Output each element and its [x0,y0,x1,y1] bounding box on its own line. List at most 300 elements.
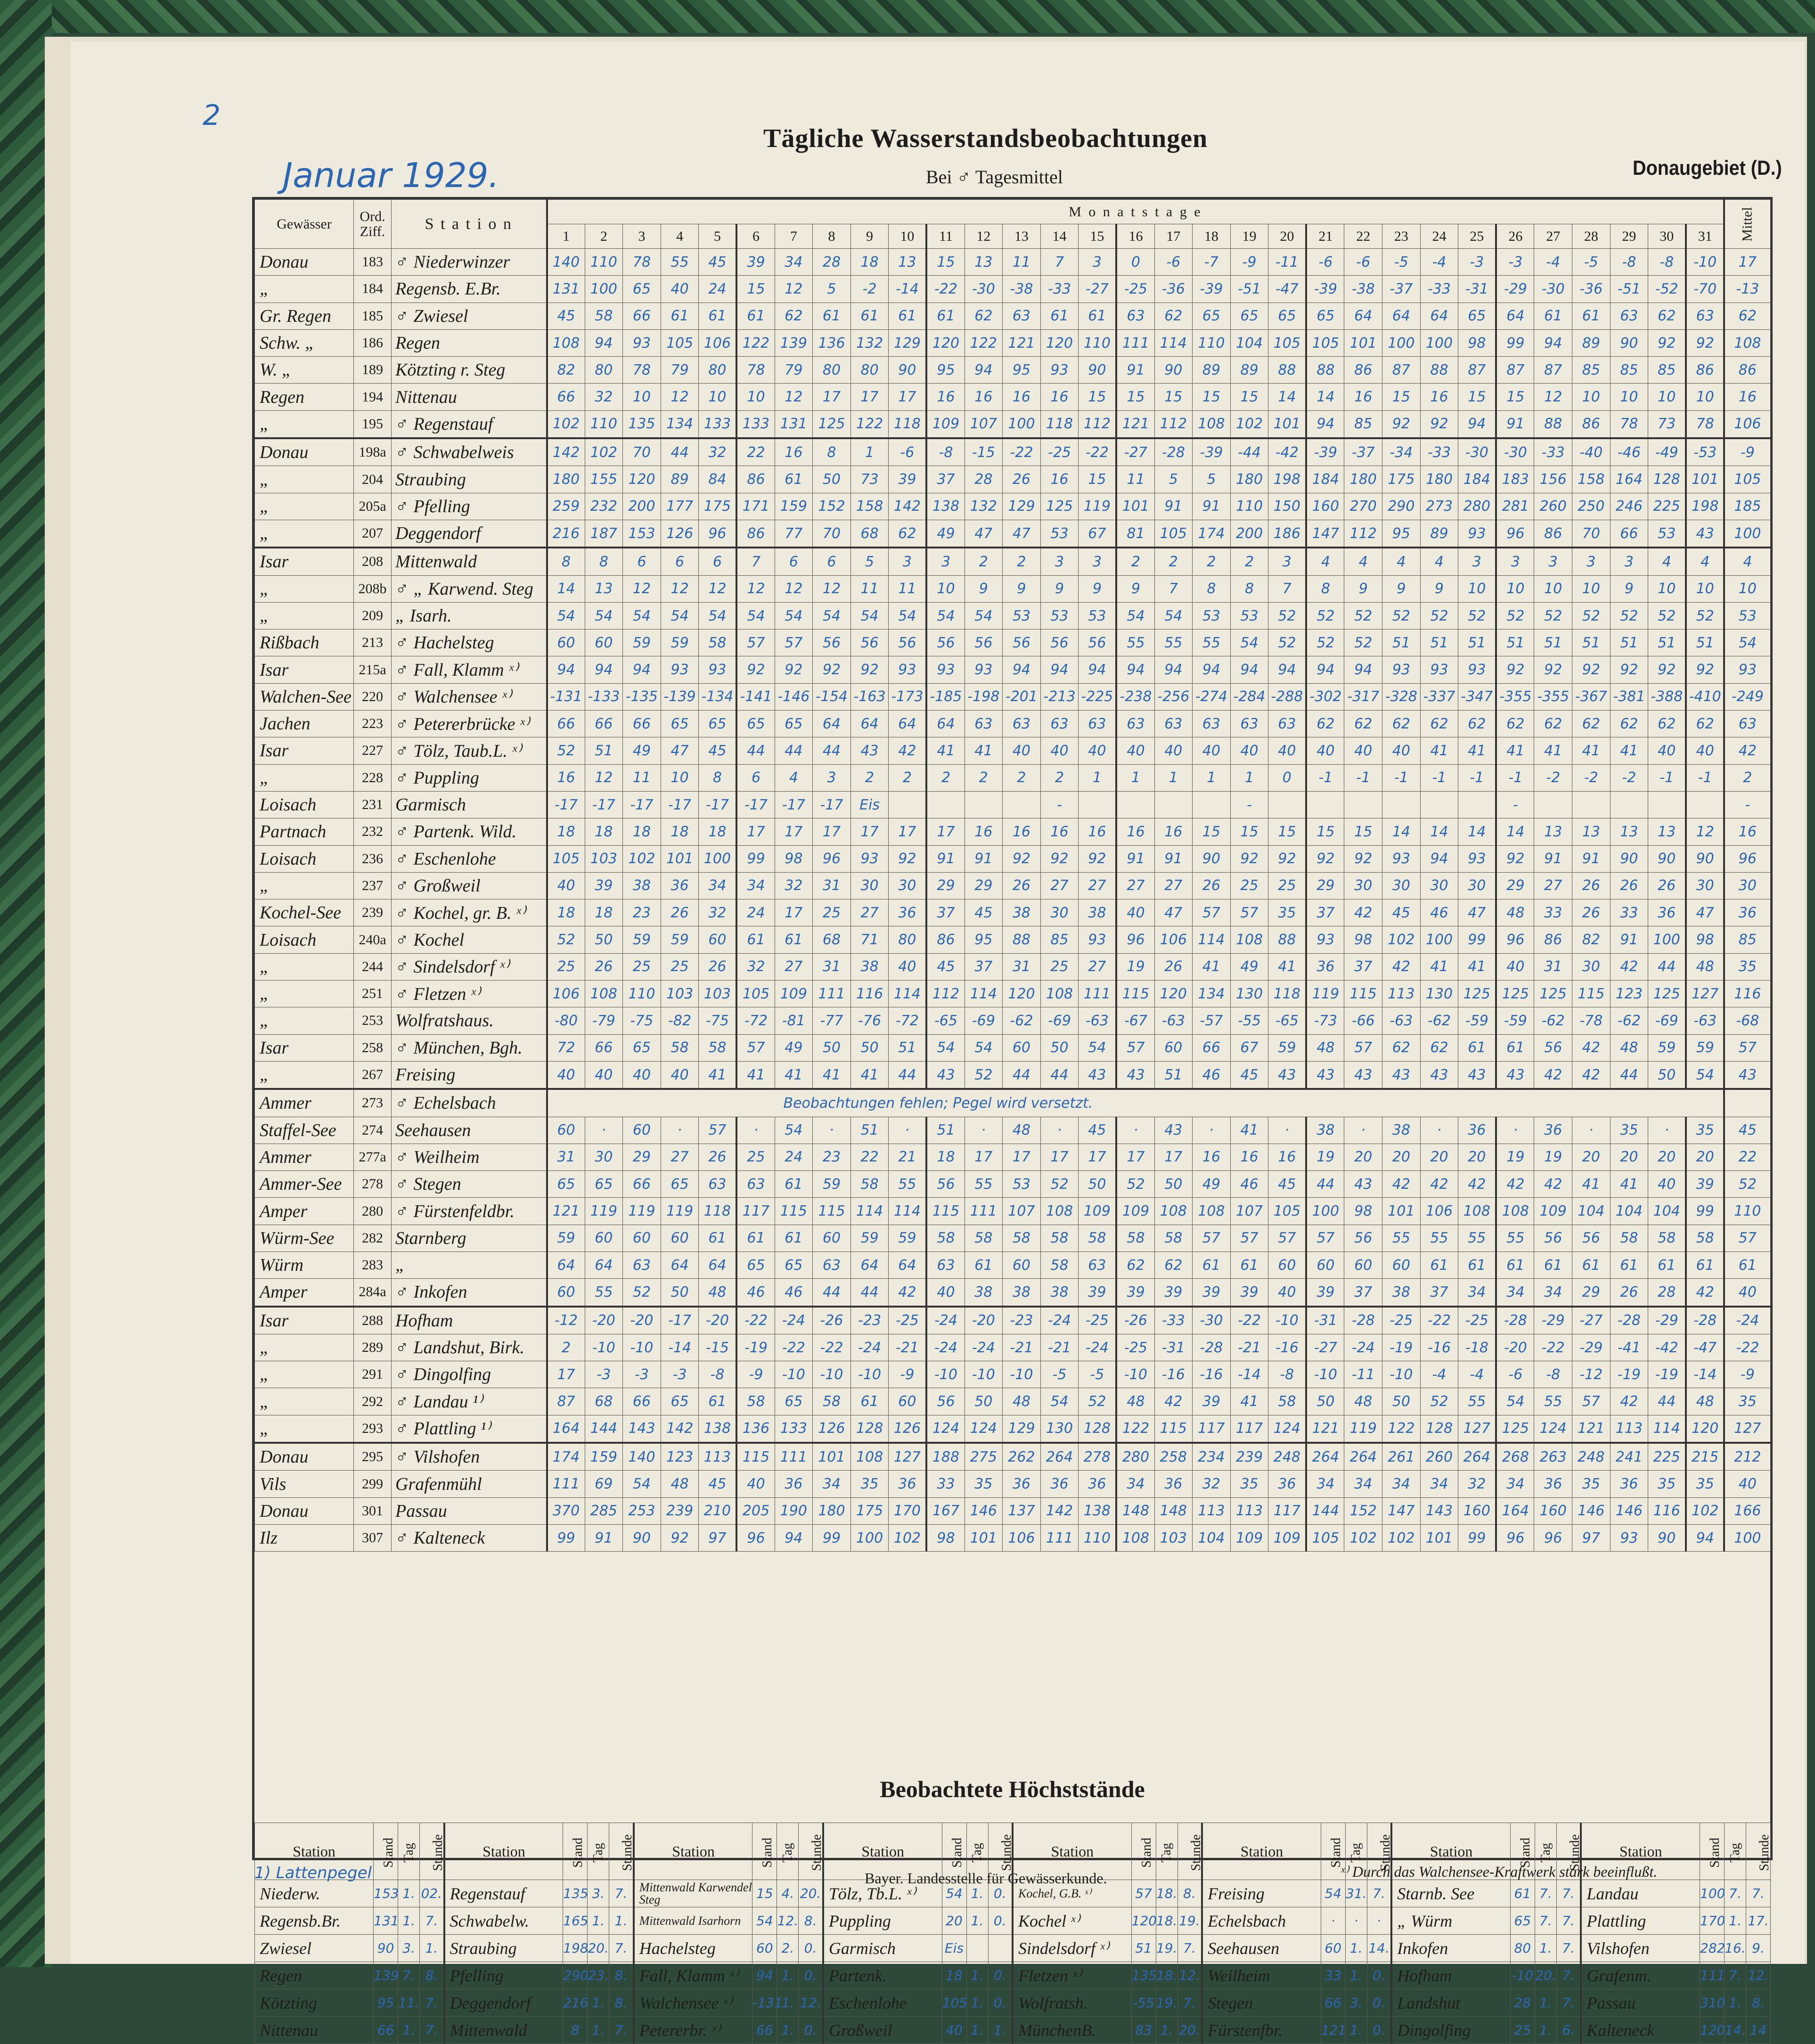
day-value [1344,791,1382,818]
day-value: 46 [775,1279,813,1307]
day-value: 69 [585,1471,623,1497]
hoechst-station: Pfelling [444,1962,563,1989]
day-value: -52 [1648,276,1686,303]
hoechst-stand: 40 [942,2017,966,2044]
day-value: 115 [1116,981,1154,1007]
day-value: 92 [1610,656,1648,683]
day-value: 52 [1040,1171,1079,1198]
hoechst-col-stand-label: Stand [760,1837,775,1868]
day-value: 121 [1003,329,1041,356]
table-row [255,384,1771,410]
day-value: 104 [1230,329,1268,356]
gewaesser-cell: Regen [255,384,354,410]
hoechst-stand: 95 [374,1989,398,2017]
day-value: 37 [965,953,1003,980]
day-value: 1 [1154,764,1193,791]
day-value: -69 [965,1007,1003,1034]
ordnungsziffer-cell: 208b [354,575,392,602]
day-value: 86 [1534,926,1572,953]
day-value: 60 [1154,1034,1193,1061]
day-value: 109 [1079,1198,1117,1225]
day-value: 52 [547,926,585,953]
day-value: -1 [1686,764,1724,791]
day-value: 93 [1306,926,1344,953]
station-cell [392,899,547,926]
hoechst-station: Großweil [823,2017,942,2044]
day-value: 43 [1079,1061,1117,1089]
hoechst-stand: 66 [1321,1989,1345,2017]
day-value: -27 [1116,438,1154,466]
day-value: 55 [661,249,699,276]
gewaesser-cell: „ [255,1388,354,1415]
hoechst-stunde: 8. [609,1962,634,1989]
day-value: 30 [889,872,927,899]
day-value [1116,791,1154,818]
day-value: 119 [585,1198,623,1225]
hoechst-stunde: 19. [1177,1907,1202,1935]
day-value: 29 [1572,1279,1611,1307]
mittel-cell: - [1724,791,1770,818]
day-value: 40 [1154,737,1193,764]
day-value: 63 [1268,711,1307,737]
day-value: 101 [1116,493,1154,520]
ordnungsziffer-cell: 205a [354,493,392,520]
day-value: -238 [1116,683,1154,710]
day-value: 10 [1572,575,1611,602]
day-value: 60 [813,1225,851,1251]
day-value: -30 [1496,438,1534,466]
day-value: 94 [1154,656,1193,683]
day-header-1: 1 [547,224,585,249]
day-value: 58 [813,1388,851,1415]
ordnungsziffer-cell: 288 [354,1307,392,1334]
day-value: -78 [1572,1007,1611,1034]
mittel-cell: 4 [1724,548,1770,575]
day-value: 36 [1079,1471,1117,1497]
table-row [255,303,1771,329]
day-value: 36 [661,872,699,899]
hoechst-tag: 1. [966,1907,988,1935]
day-value: 57 [1344,1034,1382,1061]
hoechst-station: MünchenB. [1013,2017,1131,2044]
day-value: -28 [1193,1334,1231,1361]
tagesmittel-symbol: ♂ [395,414,409,434]
day-value: 118 [1040,410,1079,438]
day-value: 13 [1648,818,1686,845]
table-row [255,711,1771,737]
gewaesser-cell: „ [255,466,354,493]
hoechst-tag: 1. [777,2017,799,2044]
hoechst-tag: 1. [966,1989,988,2017]
day-value: 20 [1686,1144,1724,1170]
hoechst-col-tag [398,1823,420,1880]
day-value: 101 [1686,466,1724,493]
day-value: 122 [1382,1415,1421,1443]
day-value: 47 [1154,899,1193,926]
day-value: -139 [661,683,699,710]
day-value: 91 [1610,926,1648,953]
day-value: 16 [1268,1144,1307,1170]
day-value: 106 [1154,926,1193,953]
hoechst-stand: -10 [1510,1962,1535,1989]
day-value: 225 [1648,1443,1686,1471]
table-row [255,602,1771,629]
day-value: 19 [1306,1144,1344,1170]
hoechst-station: Grafenm. [1581,1962,1700,1989]
mittel-cell: -24 [1724,1307,1770,1334]
gewaesser-cell: Loisach [255,791,354,818]
day-value: 40 [585,1061,623,1089]
day-value: 41 [1230,1388,1268,1415]
day-value: 65 [661,1388,699,1415]
day-value: -23 [1003,1307,1041,1334]
day-value: 16 [1040,818,1079,845]
day-value: · [889,1117,927,1144]
day-value: 128 [850,1415,889,1443]
day-value: 52 [965,1061,1003,1089]
station-name: Fall, Klamm ˣ⁾ [413,660,518,680]
day-value: · [1040,1117,1079,1144]
day-value: 114 [1154,329,1193,356]
station-cell [392,818,547,845]
day-value: 50 [585,926,623,953]
day-value: -3 [585,1361,623,1388]
day-value: 90 [1686,845,1724,872]
col-monatstage: M o n a t s t a g e [547,200,1725,224]
day-value: 86 [1344,357,1382,384]
day-value: -131 [547,683,585,710]
hoechst-tag: 1. [1156,2017,1177,2044]
station-name: Echelsbach [413,1093,496,1113]
day-value: 60 [547,1117,585,1144]
day-value: 52 [1458,602,1496,629]
day-value: 93 [1382,845,1421,872]
table-row [255,845,1771,872]
day-value: 58 [1268,1388,1307,1415]
day-value: 28 [1648,1279,1686,1307]
day-value: 180 [1230,466,1268,493]
month-title: Januar 1929. [283,155,499,195]
day-value: 66 [1610,520,1648,548]
station-name: Starnberg [395,1228,466,1248]
hoechst-col-stand [752,1823,777,1880]
day-value: 15 [1268,818,1307,845]
hoechst-row [255,1935,1771,1962]
tagesmittel-symbol: ♂ [395,849,409,869]
day-value: 78 [623,357,661,384]
day-value: 103 [585,845,623,872]
table-row [255,1279,1771,1307]
day-value [1003,791,1041,818]
day-value: 40 [623,1061,661,1089]
day-value: 57 [699,1117,737,1144]
day-value: -9 [736,1361,775,1388]
mittel-cell: 105 [1724,466,1770,493]
day-value: 164 [1610,466,1648,493]
day-value: 40 [1382,737,1421,764]
day-value: 120 [1040,329,1079,356]
day-value: 29 [623,1144,661,1170]
day-value: 26 [1610,872,1648,899]
day-value: 125 [1496,981,1534,1007]
day-value: 98 [1458,329,1496,356]
day-value: 13 [1610,818,1648,845]
day-value: -15 [699,1334,737,1361]
day-value: 66 [585,711,623,737]
day-value: 43 [1154,1117,1193,1144]
day-value: -11 [1268,249,1307,276]
day-value: 124 [965,1415,1003,1443]
table-row [255,1361,1771,1388]
day-value: 54 [1079,1034,1117,1061]
station-name: „ Karwend. Steg [413,579,533,599]
day-value: 41 [1458,953,1496,980]
day-value: 32 [1193,1471,1231,1497]
day-value: -20 [585,1307,623,1334]
hoechst-tag: 20. [588,1935,609,1962]
day-value: 63 [1193,711,1231,737]
day-value: 48 [1686,1388,1724,1415]
day-header-7: 7 [775,224,813,249]
ordnungsziffer-cell: 280 [354,1198,392,1225]
day-value: 59 [1686,1034,1724,1061]
day-value: -36 [1154,276,1193,303]
day-value: 142 [1040,1497,1079,1524]
day-value: 65 [1458,303,1496,329]
day-value: 19 [1534,1144,1572,1170]
station-cell [392,438,547,466]
day-value: -38 [1344,276,1382,303]
station-cell [392,1251,547,1278]
day-value: -31 [1458,276,1496,303]
ordnungsziffer-cell: 204 [354,466,392,493]
day-value: · [1116,1117,1154,1144]
day-value: 17 [889,818,927,845]
day-value: 4 [1420,548,1458,575]
ordnungsziffer-cell: 291 [354,1361,392,1388]
day-value: 53 [1040,602,1079,629]
ordnungsziffer-cell: 299 [354,1471,392,1497]
day-value: 47 [1458,899,1496,926]
hoechst-tag: 11. [398,1989,420,2017]
day-value: 49 [775,1034,813,1061]
day-value: 8 [547,548,585,575]
day-value: 280 [1116,1443,1154,1471]
day-value: 198 [1686,493,1724,520]
day-value: 34 [736,872,775,899]
day-value: -8 [1610,249,1648,276]
day-value: 148 [1154,1497,1193,1524]
hoechst-station: Passau [1581,1989,1700,2017]
gewaesser-cell: Isar [255,1307,354,1334]
station-name: Walchensee ˣ⁾ [413,687,512,707]
day-value: 2 [1003,764,1041,791]
day-value: 93 [850,845,889,872]
day-value: 58 [926,1225,965,1251]
day-value: 147 [1382,1497,1421,1524]
day-value: 45 [926,953,965,980]
day-value: -63 [1382,1007,1421,1034]
observation-note: Beobachtungen fehlen; Pegel wird versetzt. [547,1089,1725,1117]
day-value: 36 [1268,1471,1307,1497]
day-value: 10 [1648,575,1686,602]
day-value: 61 [1230,1251,1268,1278]
day-value: 117 [1268,1497,1307,1524]
day-value: -10 [926,1361,965,1388]
day-value: -10 [1306,1361,1344,1388]
mittel-cell: 57 [1724,1225,1770,1251]
station-cell [392,1524,547,1551]
day-value: -10 [1382,1361,1421,1388]
day-value: 27 [1040,872,1079,899]
day-value: -72 [889,1007,927,1034]
day-value: 78 [623,249,661,276]
station-cell [392,1089,547,1117]
hoechst-tag: 18. [1156,1880,1177,1907]
table-row [255,548,1771,575]
day-value: 58 [850,1171,889,1198]
day-value: 59 [661,926,699,953]
day-value: 9 [1079,575,1117,602]
day-header-31: 31 [1686,224,1724,249]
day-value: 63 [1686,303,1724,329]
day-value: -12 [547,1307,585,1334]
hoechst-stand: 57 [1131,1880,1156,1907]
day-value: -39 [1193,276,1231,303]
day-value: 260 [1420,1443,1458,1471]
day-value: 61 [850,1388,889,1415]
day-value: 110 [623,981,661,1007]
day-value: 54 [736,602,775,629]
day-value: 119 [1079,493,1117,520]
hoechst-tag: 3. [1345,1989,1367,2017]
day-value: 45 [699,1471,737,1497]
day-value: 180 [1420,466,1458,493]
mittel-cell: 35 [1724,953,1770,980]
day-value: 38 [1382,1279,1421,1307]
day-value: 92 [661,1524,699,1551]
day-value: 58 [661,1034,699,1061]
day-value: 59 [813,1171,851,1198]
day-value: 56 [926,1388,965,1415]
day-value: 37 [1344,1279,1382,1307]
day-value: 94 [1116,656,1154,683]
day-value: -20 [699,1307,737,1334]
tagesmittel-symbol: ♂ [395,1447,409,1467]
ordnungsziffer-cell: 253 [354,1007,392,1034]
day-value: 10 [926,575,965,602]
day-value: 102 [1230,410,1268,438]
footer-publisher: Bayer. Landesstelle für Gewässerkunde. [865,1870,1107,1887]
day-value: 9 [1003,575,1041,602]
hoechst-col-stunde-label: Stunde [1378,1834,1393,1871]
ordnungsziffer-cell: 220 [354,683,392,710]
hoechst-stand: 66 [752,2017,777,2044]
day-value: 4 [1648,548,1686,575]
table-row [255,630,1771,656]
day-value: 50 [813,466,851,493]
ordnungsziffer-cell: 209 [354,602,392,629]
day-value: 18 [661,818,699,845]
day-value: 92 [889,845,927,872]
hoechst-station: Echelsbach [1202,1907,1321,1935]
day-value: -21 [889,1334,927,1361]
day-value: -135 [623,683,661,710]
day-value: 6 [813,548,851,575]
tagesmittel-symbol: ♂ [395,579,409,599]
day-value: -5 [1040,1361,1079,1388]
day-value: 89 [661,466,699,493]
day-value: 183 [1496,466,1534,493]
day-value: 36 [1154,1471,1193,1497]
ordnungsziffer-cell: 195 [354,410,392,438]
footnote-walchensee: ˣ⁾ Durch das Walchensee-Kraftwerk stark beeinflußt. [1341,1863,1658,1880]
hoechst-stand: 33 [1321,1962,1345,1989]
day-value: -25 [1116,1334,1154,1361]
day-value: 50 [1648,1061,1686,1089]
tagesmittel-symbol: ♂ [395,768,409,788]
day-value: -22 [1079,438,1117,466]
hoechst-stunde: 8. [1177,1880,1202,1907]
station-cell [392,493,547,520]
day-value: 35 [1648,1471,1686,1497]
day-value: 93 [1040,357,1079,384]
day-value: 32 [699,438,737,466]
day-value: 62 [1534,711,1572,737]
day-value: 248 [1268,1443,1307,1471]
day-value: 16 [965,818,1003,845]
col-mittel: Mittel [1724,200,1770,249]
day-value: -274 [1193,683,1231,710]
hoechst-col-stand-label: Stand [381,1837,396,1868]
day-value: 87 [1534,357,1572,384]
day-value: 58 [1040,1251,1079,1278]
day-value: 93 [1382,656,1421,683]
day-value: 80 [889,926,927,953]
day-value: 38 [1040,1279,1079,1307]
day-value: 17 [926,818,965,845]
day-value: 53 [1003,602,1041,629]
day-value: 103 [1154,1524,1193,1551]
day-value: -185 [926,683,965,710]
day-value: 93 [926,656,965,683]
day-value: 65 [1230,303,1268,329]
day-value: 48 [1344,1388,1382,1415]
station-cell [392,1198,547,1225]
day-value: 17 [1079,1144,1117,1170]
mittel-cell: 43 [1724,1061,1770,1089]
station-cell [392,520,547,548]
day-value: 48 [1306,1034,1344,1061]
day-value: 43 [926,1061,965,1089]
day-value: 70 [1572,520,1611,548]
table-row [255,493,1771,520]
day-value: 92 [1230,845,1268,872]
ordnungsziffer-cell: 232 [354,818,392,845]
day-value: 94 [547,656,585,683]
hoechst-title: Beobachtete Höchststände [880,1776,1145,1802]
hoechst-tag: 4. [777,1880,799,1907]
day-value: 26 [699,1144,737,1170]
day-value: · [736,1117,775,1144]
day-value: 89 [1572,329,1611,356]
day-value: 152 [1344,1497,1382,1524]
day-value: 105 [1306,329,1344,356]
day-value: 108 [1193,1198,1231,1225]
day-value: 41 [850,1061,889,1089]
hoechst-tag: 18. [1156,1962,1177,1989]
station-name: Tölz, Taub.L. ˣ⁾ [413,741,522,761]
